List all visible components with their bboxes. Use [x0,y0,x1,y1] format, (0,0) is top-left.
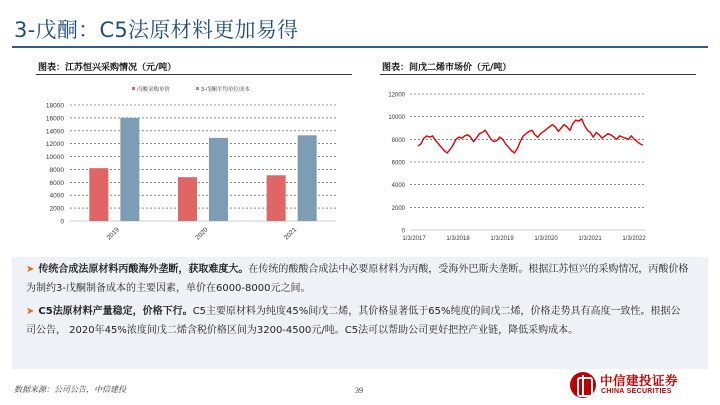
arrow-bullet-icon: ➤ [26,306,35,317]
y-tick-label: 0 [60,218,64,226]
y-tick-label: 6000 [49,179,64,187]
y-tick-label: 4000 [391,183,405,190]
x-tick-label: 2021 [283,226,299,242]
y-tick-label: 12000 [388,92,405,99]
note-body: 在传统的酸酸合成法中必要原材料为丙酸，受海外巴斯夫垄断。根据江苏恒兴的采购情况，丙酸价格为制约3-戊酮制备成本的主要因素，单价在6000-8000元之间。 [26,264,689,294]
x-tick-label: 1/3/2017 [402,236,426,242]
company-logo [570,370,710,400]
pentadiene-price-line-chart [380,78,696,246]
y-tick-label: 0 [401,228,405,235]
bar [120,118,139,221]
legend-swatch [132,87,135,90]
left-caption-divider [36,74,352,75]
page-number: 39 [355,386,363,395]
note-body: C5主要原材料为纯度45%间戊二烯，其价格显著低于65%纯度的间戊二烯，价格走势具有高度一致性。根据公司公告， 2020年45%浓度间戊二烯含税价格区间为3200-4500元/吨。C5法可以帮助公司更好把控产业链，降低采购成本。 [26,306,681,336]
note-heading: C5法原材料产量稳定，价格下行。 [38,306,193,317]
y-tick-label: 18000 [45,102,64,110]
price-line [418,119,643,153]
y-tick-label: 16000 [45,115,64,123]
procurement-bar-chart [36,78,352,246]
y-tick-label: 8000 [49,166,64,174]
bar [178,177,197,221]
bar [298,135,317,221]
x-tick-label: 1/3/2022 [622,236,646,242]
right-caption-divider [380,74,696,75]
note-propionic-acid [26,260,690,298]
y-tick-label: 4000 [49,192,64,200]
x-tick-label: 1/3/2021 [578,236,602,242]
y-tick-label: 10000 [388,115,405,122]
note-c5-method [26,302,690,340]
legend-swatch [196,87,199,90]
citic-logo-icon [570,372,596,398]
y-tick-label: 2000 [391,205,405,212]
notes-panel [12,257,708,369]
y-tick-label: 2000 [49,205,64,213]
legend-label: 丙酸采购单价 [137,87,171,93]
logo-name-cn: 中信建投证券 [600,373,679,388]
left-figure-caption: 图表：江苏恒兴采购情况（元/吨） [38,63,177,73]
y-tick-label: 14000 [45,128,64,136]
y-tick-label: 8000 [391,137,405,144]
x-tick-label: 1/3/2019 [490,236,514,242]
data-source: 数据来源：公司公告，中信建投 [14,385,126,394]
note-heading: 传统合成法原材料丙酸海外垄断，获取难度大。 [38,264,249,275]
y-tick-label: 10000 [45,154,64,162]
y-tick-label: 6000 [391,160,405,167]
title-divider [12,46,708,48]
arrow-bullet-icon: ➤ [26,264,35,275]
page-title: 3-戊酮：C5法原材料更加易得 [14,18,299,42]
x-tick-label: 1/3/2018 [446,236,470,242]
bar [89,168,108,221]
x-tick-label: 2019 [105,226,121,242]
legend-label: 3-戊酮平均单位成本 [201,87,250,93]
y-tick-label: 12000 [45,141,64,149]
right-figure-caption: 图表：间戊二烯市场价（元/吨） [382,63,512,73]
bar [267,175,286,221]
x-tick-label: 2020 [194,226,210,242]
x-tick-label: 1/3/2020 [534,236,558,242]
bar [209,138,228,221]
logo-name-en: CHINA SECURITIES [601,388,672,395]
